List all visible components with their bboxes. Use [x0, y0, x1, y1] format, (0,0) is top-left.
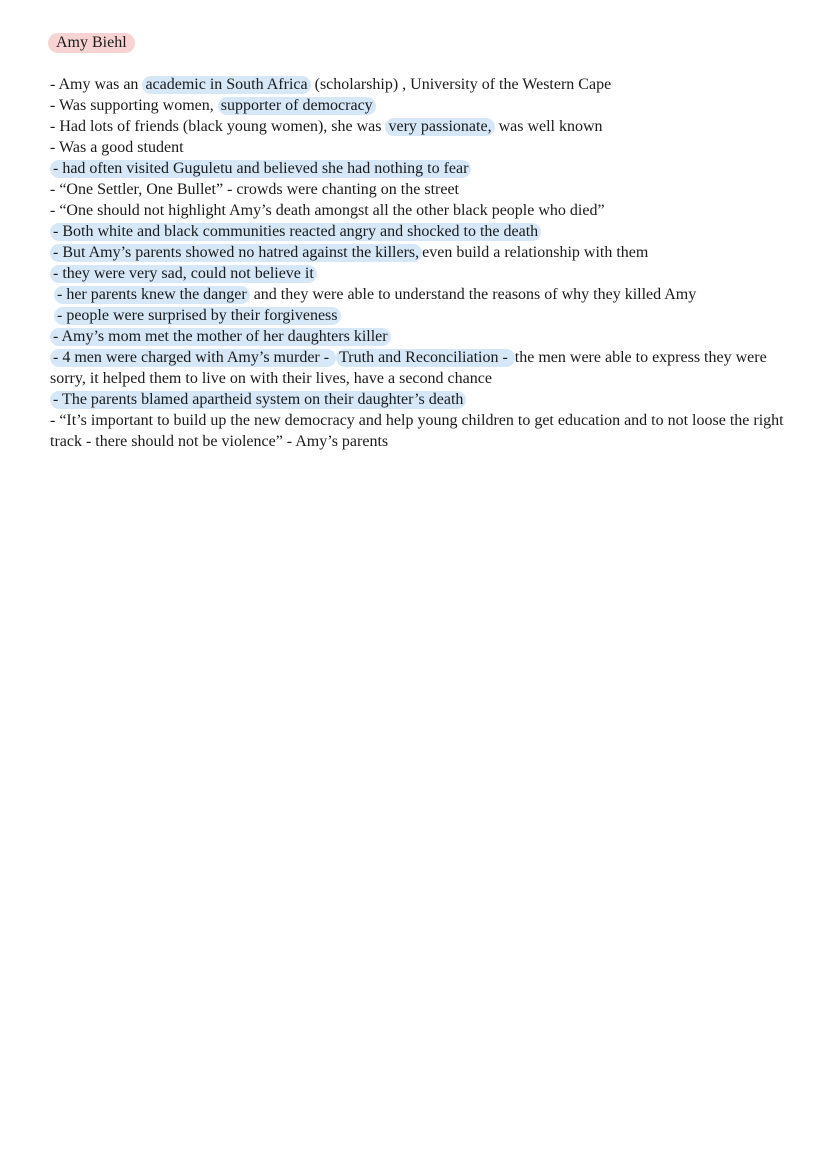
highlighted-text: - people were surprised by their forgiveness — [54, 307, 341, 325]
note-text: (scholarship) , University of the Western Cape — [310, 76, 612, 93]
highlighted-text: - The parents blamed apartheid system on their daughter’s death — [50, 391, 466, 409]
note-text: was well known — [494, 118, 603, 135]
note-line — [50, 242, 790, 263]
highlighted-text: very passionate, — [385, 118, 494, 136]
note-text: - “One should not highlight Amy’s death amongst all the other black people who died” — [50, 202, 605, 219]
note-line — [50, 305, 790, 326]
highlighted-text: Truth and Reconciliation - — [336, 349, 515, 367]
note-line — [50, 74, 790, 95]
note-text: - “One Settler, One Bullet” - crowds were chanting on the street — [50, 181, 459, 198]
note-line — [50, 116, 790, 137]
highlighted-text: - But Amy’s parents showed no hatred against the killers, — [50, 244, 422, 262]
note-text: - Amy was an — [50, 76, 143, 93]
highlighted-text: - had often visited Guguletu and believed she had nothing to fear — [50, 160, 471, 178]
notes-list — [50, 74, 790, 452]
highlighted-text: - her parents knew the danger — [54, 286, 250, 304]
note-line — [50, 410, 790, 452]
note-text: - “It’s important to build up the new democracy and help young children to get education and to not loose the right track - there should not be violence” - Amy’s parents — [50, 412, 784, 450]
note-line — [50, 326, 790, 347]
note-line — [50, 200, 790, 221]
note-line — [50, 347, 790, 389]
note-line — [50, 221, 790, 242]
document-title: Amy Biehl — [48, 33, 135, 53]
note-text: - Was a good student — [50, 139, 184, 156]
note-text: and they were able to understand the reasons of why they killed Amy — [249, 286, 697, 303]
note-line — [50, 179, 790, 200]
highlighted-text: supporter of democracy — [218, 97, 376, 115]
note-text: even build a relationship with them — [422, 244, 649, 261]
note-text: the men were able to express they were sorry, it helped them to live on with their lives, have a second chance — [50, 349, 767, 387]
note-line — [50, 137, 790, 158]
note-line — [50, 263, 790, 284]
note-line — [50, 284, 790, 305]
note-line — [50, 389, 790, 410]
highlighted-text: - Both white and black communities reacted angry and shocked to the death — [50, 223, 541, 241]
note-line — [50, 95, 790, 116]
note-line — [50, 158, 790, 179]
highlighted-text: - they were very sad, could not believe it — [50, 265, 317, 283]
highlighted-text: - Amy’s mom met the mother of her daughters killer — [50, 328, 391, 346]
highlighted-text: academic in South Africa — [142, 76, 310, 94]
highlighted-text: - 4 men were charged with Amy’s murder - — [50, 349, 336, 367]
note-text: - Was supporting women, — [50, 97, 218, 114]
note-text: - Had lots of friends (black young women), she was — [50, 118, 386, 135]
